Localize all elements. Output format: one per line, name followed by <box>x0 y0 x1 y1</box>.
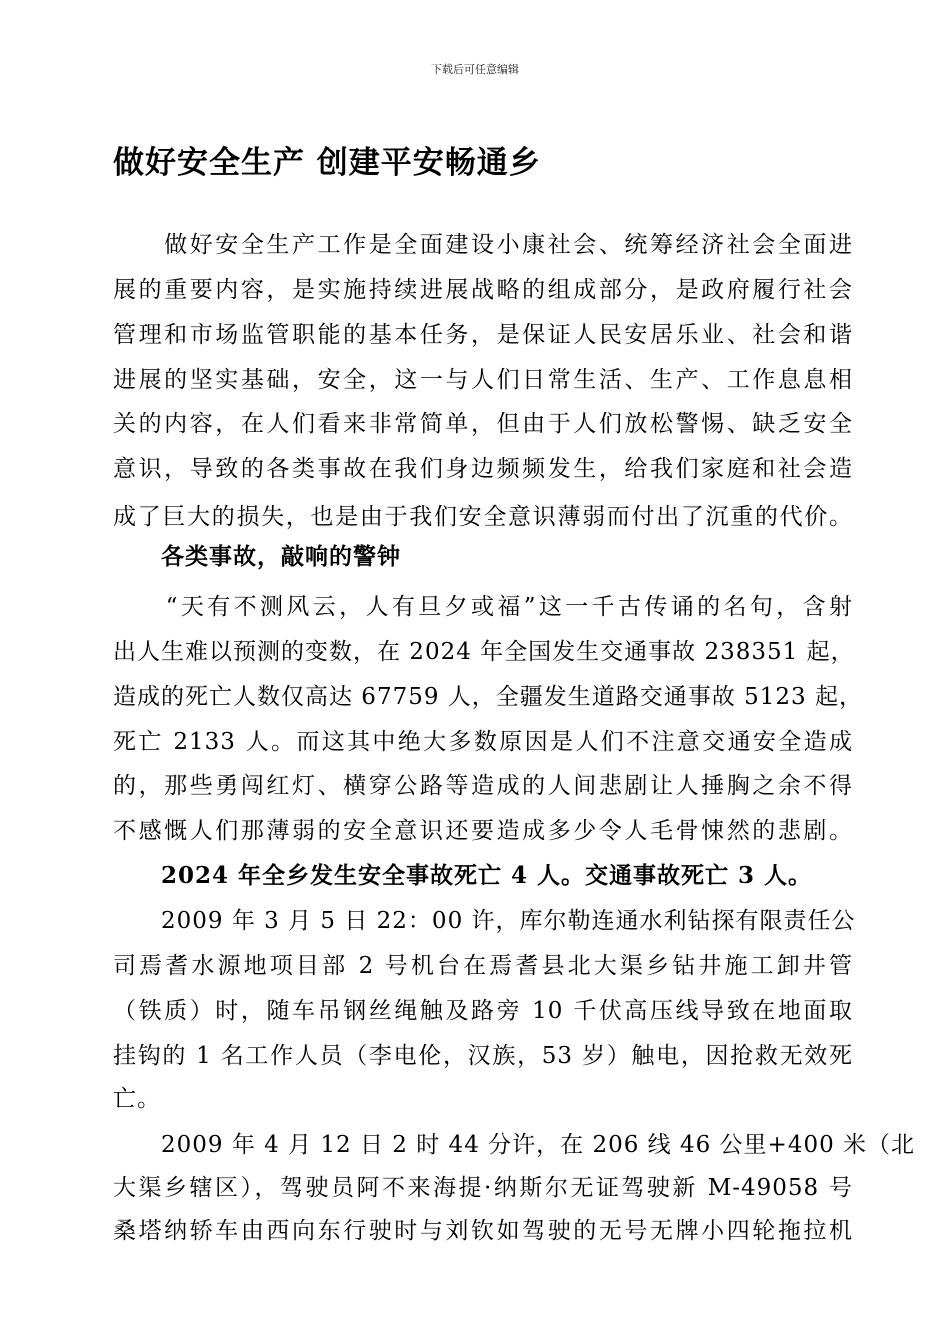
section-heading: 2024 年全乡发生安全事故死亡 4 人。交通事故死亡 3 人。 <box>113 862 813 889</box>
body-line: 2009 年 4 月 12 日 2 时 44 分许，在 206 线 46 公里+400 米（北 <box>113 1132 916 1158</box>
body-line: 大渠乡辖区），驾驶员阿不来海提·纳斯尔无证驾驶新 M-49058 号 <box>113 1175 853 1201</box>
body-line: 桑塔纳轿车由西向东行驶时与刘钦如驾驶的无号无牌小四轮拖拉机 <box>113 1218 853 1244</box>
body-line: （铁质）时，随车吊钢丝绳触及路旁 10 千伏高压线导致在地面取 <box>113 998 853 1024</box>
body-line: 关的内容，在人们看来非常简单，但由于人们放松警惕、缺乏安全 <box>113 411 853 437</box>
page-header-note: 下载后可任意编辑 <box>431 63 519 76</box>
body-line: 进展的坚实基础，安全，这一与人们日常生活、生产、工作息息相 <box>113 367 853 393</box>
section-heading: 各类事故，敲响的警钟 <box>113 543 401 570</box>
document-title: 做好安全生产 创建平安畅通乡 <box>113 145 541 181</box>
body-line: 意识，导致的各类事故在我们身边频频发生，给我们家庭和社会造 <box>113 456 853 482</box>
body-line: 出人生难以预测的变数，在 2024 年全国发生交通事故 238351 起， <box>113 639 855 665</box>
body-line: 管理和市场监管职能的基本任务，是保证人民安居乐业、社会和谐 <box>113 322 853 348</box>
body-line: 的，那些勇闯红灯、横穿公路等造成的人间悲剧让人捶胸之余不得 <box>113 773 853 799</box>
body-line: 展的重要内容，是实施持续进展战略的组成部分，是政府履行社会 <box>113 277 853 303</box>
body-line: 司焉耆水源地项目部 2 号机台在焉耆县北大渠乡钻井施工卸井管 <box>113 953 853 979</box>
body-line: “天有不测风云，人有旦夕或福”这一千古传诵的名句，含射 <box>113 594 853 620</box>
body-line: 亡。 <box>113 1086 161 1112</box>
body-line: 死亡 2133 人。而这其中绝大多数原因是人们不注意交通安全造成 <box>113 729 853 755</box>
body-line: 做好安全生产工作是全面建设小康社会、统筹经济社会全面进 <box>113 232 853 258</box>
body-line: 不感慨人们那薄弱的安全意识还要造成多少令人毛骨悚然的悲剧。 <box>113 818 853 844</box>
body-line: 造成的死亡人数仅高达 67759 人，全疆发生道路交通事故 5123 起， <box>113 684 863 710</box>
body-line: 成了巨大的损失，也是由于我们安全意识薄弱而付出了沉重的代价。 <box>113 504 853 530</box>
body-line: 2009 年 3 月 5 日 22：00 许，库尔勒连通水利钻探有限责任公 <box>113 908 856 934</box>
body-line: 挂钩的 1 名工作人员（李电伦，汉族，53 岁）触电，因抢救无效死 <box>113 1043 853 1069</box>
